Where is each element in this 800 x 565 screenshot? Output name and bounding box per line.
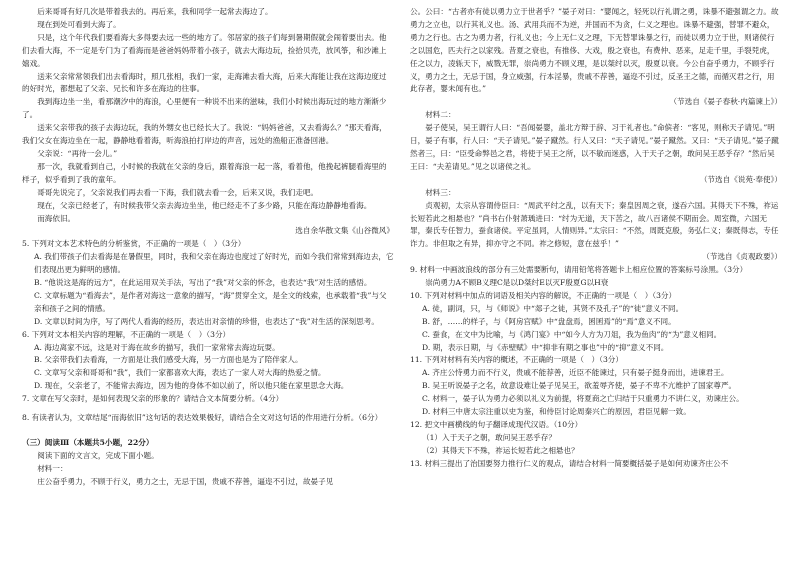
- question-stem: 12. 把文中画横线的句子翻译成现代汉语。（10分）: [410, 420, 583, 429]
- passage-source: （节选自《说苑·奉使》）: [699, 174, 782, 184]
- question-option: C. 材料一，晏子认为勇力必须以礼义为前提，将夏商之亡归结于只重勇力不讲仁义，劝谏庄公。: [422, 394, 744, 404]
- story-paragraph: 那一次，我就看到自己，小时候的我就在父亲的身后，跟着海浪一起一落，看着他，他挽起裤腿看海里的样子，似乎看到了我的童年。: [22, 161, 387, 184]
- question-option: B. “他说这是海的远方”，在此运用双关手法，写出了“我”对父亲的怀念，也表达“我”对生活的感悟。: [34, 278, 372, 288]
- material-text: 贞观初，太宗从容谓侍臣曰：“周武平纣之乱，以有天下；秦皇因周之衰，遂吞六国。其得天下不殊，祚运长短若此之相悬也？”尚书右仆射萧瑀进曰：“纣为无道，天下苦之，故八百诸侯不期而会。周室微，六国无罪，秦氏专任智力，蚕食诸侯。平定虽同，人情则异。”太宗曰：“不然，周既克殷，务弘仁义；秦既得志，专任诈力。非但取之有异，抑亦守之不同。祚之修短，意在兹乎！”: [410, 200, 779, 249]
- question-option: C. 蚕食，在文中为比喻，与《鸿门宴》中“如今人方为刀俎，我为鱼肉”的“为”意义相同。: [422, 329, 722, 339]
- question-option: C. 文章写父亲和哥哥和“我”，我们一家都喜欢大海，表达了一家人对大海的热爱之情。: [34, 368, 326, 378]
- question-option: D. 文章以时间为序，写了两代人看海的经历，表达出对亲情的珍惜，也表达了“我”对生活的深刻思考。: [34, 316, 379, 326]
- question-option: A. 海边离家不远，这是对于海在故乡的描写，我们一家常常去海边玩耍。: [34, 342, 280, 352]
- question-option: D. 材料三中唐太宗注重以史为鉴，和侍臣讨论周秦兴亡的原因，君臣见解一致。: [422, 407, 691, 417]
- story-paragraph: 只是，这个年代我们要看海大多得要去远一些的地方了。邻居家的孩子们每到暑期假就会闹着要出去。他们去看大海，不一定是专门为了看海而是爸爸妈妈带着小孩子，就去大海边玩，捡拾贝壳，放风筝，和沙滩上嬉戏。: [22, 32, 387, 68]
- passage-source: （节选自《晏子春秋·内篇谏上》）: [669, 97, 782, 107]
- question-option: D. 期，表示日期，与《赤壁赋》中“抑非有期之事也”中的“抑”意义不同。: [422, 342, 669, 352]
- passage-source: （节选自《贞观政要》）: [702, 252, 782, 262]
- question-option: （2）其得天下不殊，祚运长短若此之相悬也？: [422, 445, 579, 455]
- right-column: [410, 6, 782, 471]
- question-option: B. 舒，……的样子，与《阿房宫赋》中“盘盘焉，囷囷焉”的“焉”意义不同。: [422, 316, 676, 326]
- story-paragraph: 送来父亲带我的孩子去海边玩，我的外甥女也已经长大了。我说：“妈妈爸爸，又去看海么？”那天看海，我们父女在海边坐在一起，静静地看着海，听海浪拍打岸边的声音，远处的渔船正准备回港。: [22, 123, 387, 146]
- section-heading: （三）阅读Ⅲ（本题共5小题，22分）: [22, 438, 154, 447]
- question-stem: 6. 下列对文本相关内容的理解，不正确的一项是（ ）（3分）: [22, 329, 231, 339]
- story-paragraph: 我到海边坐一坐，看那潮汐中的海浪，心里便有一种说不出来的滋味，我们小时候出海玩过的地方渐渐少了。: [22, 97, 387, 120]
- story-paragraph: 现在，父亲已经老了，有时候我带父亲去海边坐坐，他已经走不了多少路，只能在海边静静地看海。: [37, 200, 372, 210]
- question-stem: 10. 下列对材料中加点的词语及相关内容的解说，不正确的一项是（ ）（3分）: [410, 290, 677, 300]
- material-label: 材料三：: [425, 187, 456, 197]
- question-option: A. 齐庄公恃勇力而不行义，贵戚不能荐善，近臣不能谏过，只有晏子挺身而出，进谏君王。: [422, 368, 729, 378]
- question-stem: 5. 下列对文本艺术特色的分析鉴赏，不正确的一项是（ ）（3分）: [22, 239, 246, 249]
- left-column: [22, 6, 394, 489]
- story-paragraph: 父亲说：“再待一会儿。”: [37, 148, 118, 158]
- material-text: 庄公奋乎勇力，不顾于行义，勇力之士，无忌于国，贵戚不荐善，逼迩不引过，故晏子见: [37, 476, 334, 486]
- material-label: 材料一：: [37, 463, 68, 473]
- question-option: （1）入于天子之朝，敢问吴王恶乎存？: [422, 432, 556, 442]
- question-option: A. 徒，副词，只，与《师说》中“郯子之徒，其贤不及孔子”的“徒”意义不同。: [422, 303, 684, 313]
- question-stem: 13. 材料三提出了治国要努力推行仁义的观点，请结合材料一简要概括晏子是如何劝谏齐庄公不: [410, 458, 729, 468]
- story-paragraph: 而海依旧。: [37, 213, 76, 223]
- question-option: A. 我们带孩子们去看海是在暑假里，同时，我和父亲在海边也度过了好时光，而如今我们常常到海边去，它们表现出更为鲜明的感情。: [34, 252, 394, 275]
- question-stem: 7. 文章在写父亲时，是如何表现父亲的形象的？请结合文本简要分析。（4分）: [22, 394, 284, 404]
- story-paragraph: 后来哥哥有好几次是带着我去的。再后来，我和同学一起常去海边了。: [37, 7, 273, 16]
- passage-text: 公。公曰：“古者亦有徒以勇力立于世者乎？”晏子对曰：“婴闻之，轻死以行礼谓之勇，诛暴不避强谓之力。故勇力之立也，以行其礼义也。汤、武用兵而不为逆，并国而不为贪，仁义之理也。诛暴不避强，替罪不避众，勇力之行也。古之为勇力者，行礼义也；今上无仁义之理，下无替罪诛暴之行，而徒以勇力立于世，则诸侯行之以国危，匹夫行之以家残。昔夏之衰也，有推侈、大戏，殷之衰也，有费仲、恶来，足走千里，手裂兕虎，任之以力，凌轹天下，威戮无罪，崇尚勇力不顾义理，是以桀纣以灭，殷夏以衰。今公自奋乎勇力，不顾乎行义，勇力之士，无忌于国，身立威强，行本淫暴，贵戚不荐善，逼迩不引过，反圣王之德，而循灭君之行，用此存者，婴未闻有也。”: [410, 7, 779, 94]
- story-paragraph: 哥哥先说完了，父亲说我们再去看一下海，我们就去看一会，后来又说，我们走吧。: [37, 187, 319, 197]
- material-text: 晏子使吴，吴王谓行人曰：“吾闻晏婴，盖北方辩于辞、习于礼者也。”命傧者：“客见，则称天子请见。”明日，晏子有事，行人曰：“天子请见。”晏子蹴然。行人又曰：“天子请见。”晏子蹴然。又曰：“天子请见。”晏子蹴然者三，曰：“臣受命弊邑之君，将使于吴王之所，以不敏而迷惑，入于天子之朝，敢问吴王恶乎存？”然后吴王曰：“夫差请见。”见之以诸侯之礼。: [410, 123, 779, 171]
- question-stem: 11. 下列对材料有关内容的概述，不正确的一项是（ ）（3分）: [410, 355, 623, 365]
- story-paragraph: 现在到处可看到大海了。: [37, 19, 121, 29]
- section-intro: 阅读下面的文言文，完成下面小题。: [37, 450, 159, 460]
- story-paragraph: 送来父亲常常领我们出去看海时，照几张相，我们一家，走海滩去看大海，后来大海能让我在这海边度过的好时光，都想起了父亲、兄长和许多在海边的往事。: [22, 71, 387, 94]
- question-stem: 9. 材料一中画波浪线的部分有三处需要断句，请用铅笔将答题卡上相应位置的答案标号涂黑。（3分）: [410, 265, 748, 275]
- question-option: C. 文章标题为“看海去”，是作者对海这一意象的描写，“海”贯穿全文，是全文的线索，也承载着“我”与父亲和孩子之间的情感。: [34, 290, 387, 313]
- answer-space: [22, 425, 394, 437]
- question-option: B. 父亲带我们去看海，一方面是让我们感受大海，另一方面也是为了陪伴家人。: [34, 355, 303, 365]
- question-stem: 8. 有读者认为，文章结尾“而海依旧”这句话的表达效果极好，请结合全文对这句话的作用进行分析。（6分）: [22, 413, 383, 423]
- question-option: B. 吴王听说晏子之名，故意设难让晏子见吴王，欲羞辱齐使，晏子不卑不亢维护了国家尊严。: [422, 381, 737, 391]
- material-label: 材料二：: [425, 110, 456, 120]
- question-extra: 崇尚勇力A不顾B义理C是以D桀纣E以灭F殷夏G以H衰: [425, 278, 609, 288]
- question-option: D. 现在，父亲老了，不能常去海边，因为他的身体不如以前了，所以他只能在家里思念大海。: [34, 381, 349, 391]
- story-source: 选自余华散文集《山谷微风》: [295, 226, 394, 236]
